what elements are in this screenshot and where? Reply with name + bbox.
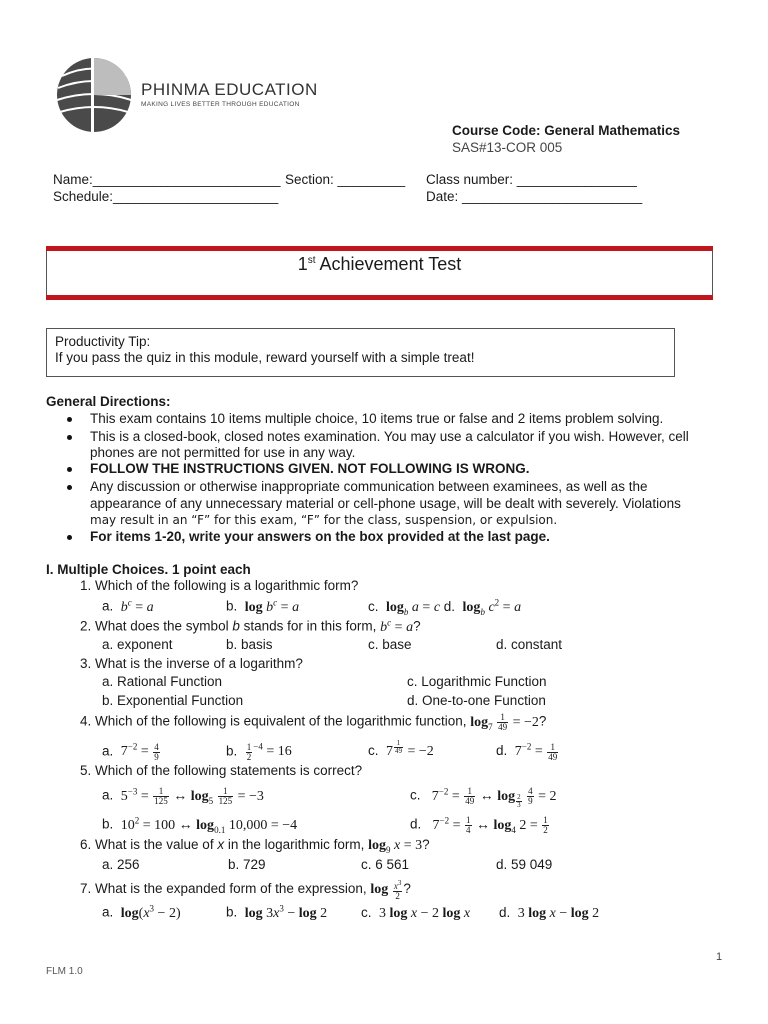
bullet-dot: [67, 535, 72, 540]
question-4-options: a. $7^{-2}$ = $\frac{4}{9}$ b. $\frac{1}{2}$ $^{-4}$ = 16 c. 7 $^{\frac{1}{49}}$ = −2 d. $7^{-2}$ = $\frac{1}{49}$: [102, 739, 558, 762]
q3-option-b[interactable]: b. Exponential Function: [102, 693, 244, 708]
page-title: 1st Achievement Test: [297, 254, 462, 274]
question-6: 6. What is the value of x in the logarithmic form, $\log_9 x = 3$?: [80, 837, 430, 855]
q2-option-d[interactable]: d. constant: [496, 637, 563, 652]
bullet-dot: [67, 467, 72, 472]
question-1: 1. Which of the following is a logarithmic form?: [80, 578, 359, 593]
sas-number: SAS#13-COR 005: [452, 140, 563, 155]
bullet-dot: [67, 417, 72, 422]
logo-globe-icon: [54, 56, 134, 134]
question-5: 5. Which of the following statements is correct?: [80, 763, 363, 778]
direction-4-line1: Any discussion or otherwise inappropriate communication between examinees, as well as the: [90, 479, 648, 494]
title-bottom-rule: [46, 295, 713, 300]
direction-4-line2: appearance of any unnecessary material or cell-phone usage, will be dealt with severely. Violations: [90, 496, 681, 511]
q2-option-b[interactable]: b. basis: [226, 637, 273, 652]
bullet-dot: [67, 485, 72, 490]
date-field[interactable]: Date: ________________________: [426, 189, 643, 204]
page-number: 1: [716, 951, 723, 963]
q2-option-a[interactable]: a. exponent: [102, 637, 173, 652]
tip-text: If you pass the quiz in this module, reward yourself with a simple treat!: [55, 350, 475, 365]
q3-option-d[interactable]: d. One-to-one Function: [407, 693, 546, 708]
q5-option-b[interactable]: b. $10^2 = 100$ ↔ $\log_{0.1} 10,000 = -4$: [102, 815, 298, 835]
section-field[interactable]: Section: _________: [285, 172, 406, 187]
q6-option-d[interactable]: d. 59 049: [496, 857, 553, 872]
logo: [54, 56, 134, 134]
footer-version: FLM 1.0: [46, 966, 83, 977]
direction-3: FOLLOW THE INSTRUCTIONS GIVEN. NOT FOLLOWING IS WRONG.: [90, 461, 530, 476]
question-2: 2. What does the symbol b stands for in this form, $b^c = a$?: [80, 617, 421, 635]
org-tagline: MAKING LIVES BETTER THROUGH EDUCATION: [141, 101, 300, 108]
direction-2-line2: phones are not permitted for use in any way.: [90, 445, 356, 460]
section-heading: I. Multiple Choices. 1 point each: [46, 562, 251, 577]
class-number-field[interactable]: Class number: ________________: [426, 172, 637, 187]
question-1-options: a. $b^c = a$ b. $\log b^c = a$ c. $\log_b a = c$ d. $\log_b c^2 = a$: [102, 597, 522, 617]
course-code: Course Code: General Mathematics: [452, 123, 681, 138]
q3-option-c[interactable]: c. Logarithmic Function: [407, 674, 547, 689]
direction-5: For items 1-20, write your answers on the box provided at the last page.: [90, 529, 550, 544]
q3-option-a[interactable]: a. Rational Function: [102, 674, 223, 689]
name-field[interactable]: Name:_________________________: [53, 172, 281, 187]
q5-option-d[interactable]: d. $7^{-2}$ = $\frac{1}{4}$ ↔ $\log_4 2$ = $\frac{1}{2}$: [410, 814, 548, 835]
q5-option-c[interactable]: c. $7^{-2}$ = $\frac{1}{49}$ ↔ log $_{\frac{2}{3}}$ $\frac{4}{9}$ = 2: [410, 785, 557, 809]
question-3: 3. What is the inverse of a logarithm?: [80, 656, 303, 671]
direction-2-line1: This is a closed-book, closed notes examination. You may use a calculator if you wish. However, cell: [90, 429, 689, 444]
q6-option-a[interactable]: a. 256: [102, 857, 140, 872]
q5-option-a[interactable]: a. $5^{-3}$ = $\frac{1}{125}$ ↔ $\log_5$ $\frac{1}{125}$ = −3: [102, 785, 264, 806]
question-7-options: a. $\log(x^3 - 2)$ b. $\log 3x^3 - \log 2$ c. 3 log x − 2 log x d. 3 log x − log 2: [102, 903, 600, 921]
question-7: 7. What is the expanded form of the expression, log $\frac{x^3}{2}$ ?: [80, 879, 411, 901]
org-name: PHINMA EDUCATION: [141, 80, 318, 99]
question-2-options: [102, 637, 562, 652]
question-4: 4. Which of the following is equivalent of the logarithmic function, $\log_7$ $\frac{1}{49}$ = −2?: [80, 712, 547, 732]
q6-option-c[interactable]: c. 6 561: [361, 857, 410, 872]
question-6-options: [102, 857, 552, 872]
directions-heading: General Directions:: [46, 394, 171, 409]
bullet-dot: [67, 435, 72, 440]
tip-label: Productivity Tip:: [55, 334, 151, 349]
q6-option-b[interactable]: b. 729: [228, 857, 266, 872]
q2-option-c[interactable]: c. base: [368, 637, 412, 652]
schedule-field[interactable]: Schedule:______________________: [53, 189, 279, 204]
direction-4-line3: may result in an “F” for this exam, “F” for the class, suspension, or expulsion.: [90, 513, 558, 527]
direction-1: This exam contains 10 items multiple choice, 10 items true or false and 2 items problem solving.: [90, 411, 664, 426]
